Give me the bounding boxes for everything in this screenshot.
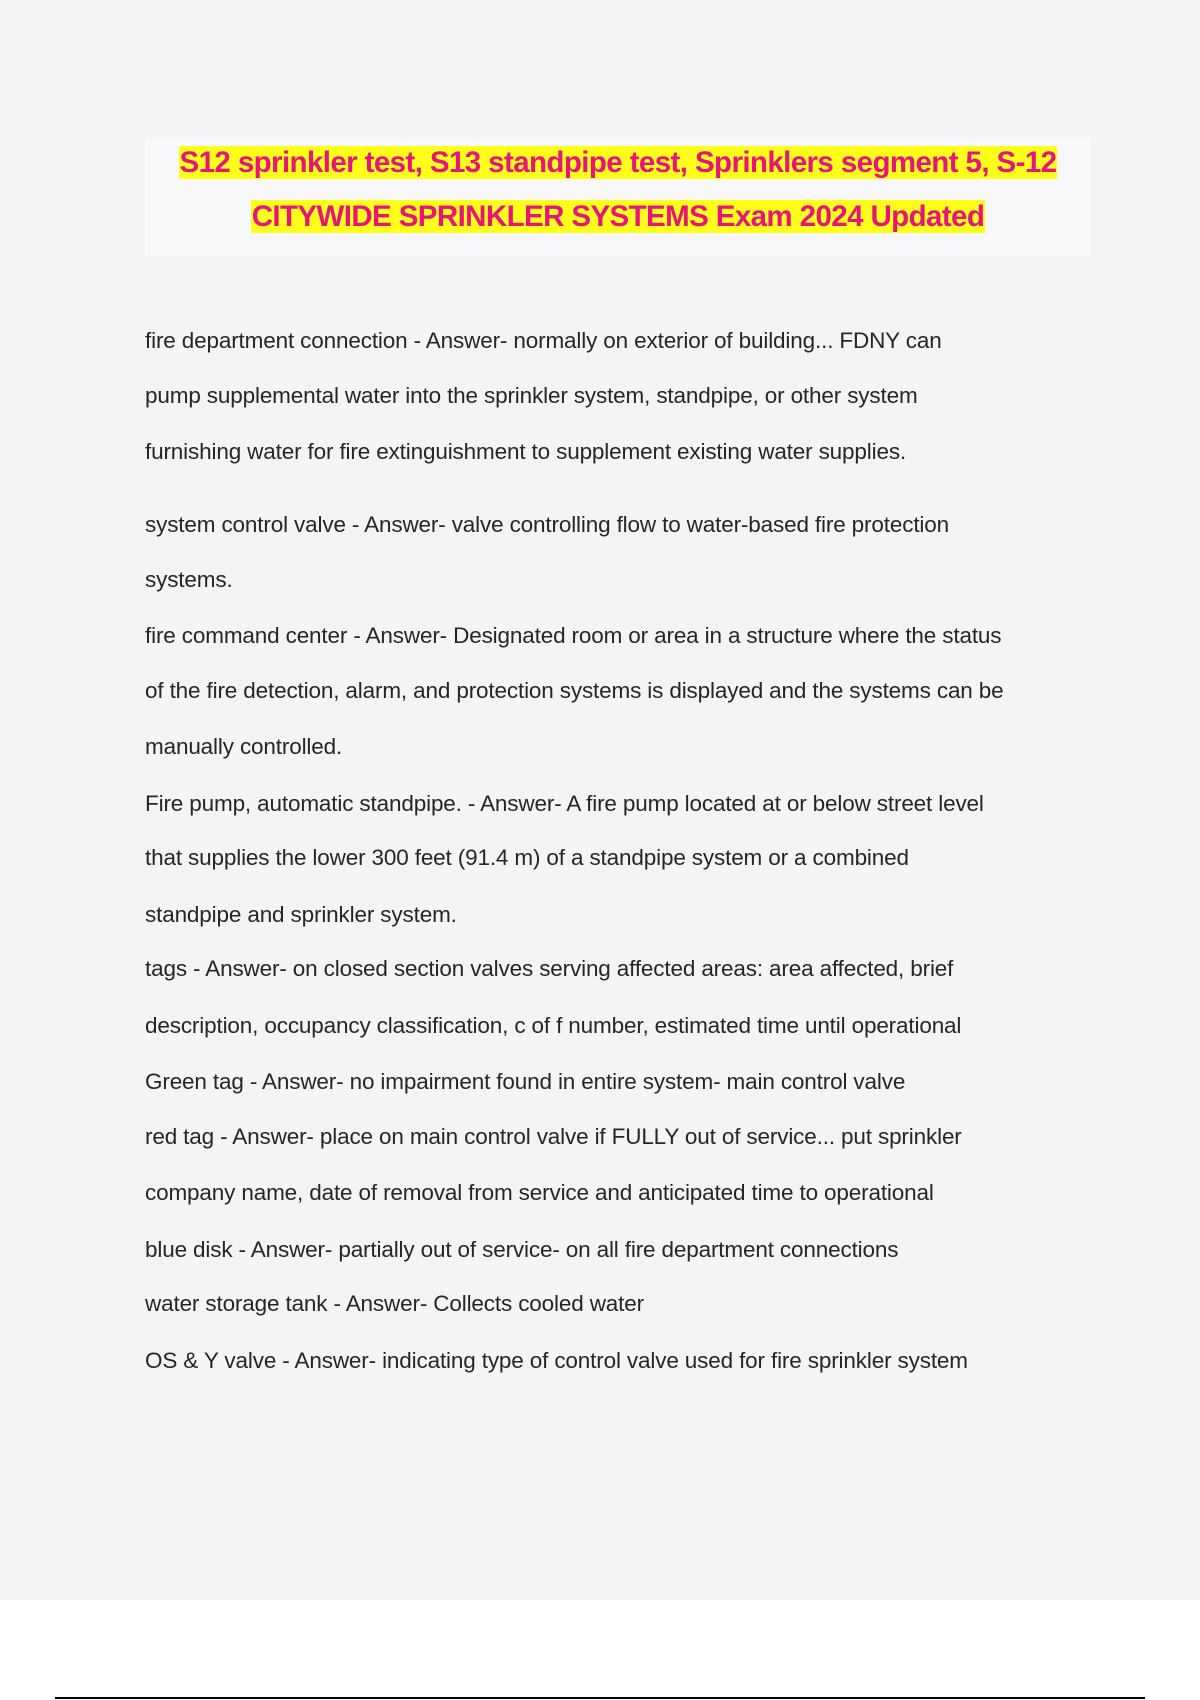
body-line-blue-disk: blue disk - Answer- partially out of service- on all fire department connections [145,1237,899,1262]
body-line-tags: tags - Answer- on closed section valves serving affected areas: area affected, brief [145,956,954,981]
body-line: pump supplemental water into the sprinkler system, standpipe, or other system [145,383,918,408]
body-line-fire-department-connection: fire department connection - Answer- normally on exterior of building... FDNY can [145,328,942,353]
body-line-os-y-valve: OS & Y valve - Answer- indicating type of control valve used for fire sprinkler system [145,1348,968,1373]
body-line-fire-command-center: fire command center - Answer- Designated room or area in a structure where the status [145,623,1002,648]
document-title [145,138,1091,256]
title-line [145,145,1091,181]
title-line-2: CITYWIDE SPRINKLER SYSTEMS Exam 2024 Updated [251,200,985,233]
body-line: standpipe and sprinkler system. [145,902,457,927]
body-line-water-storage-tank: water storage tank - Answer- Collects cooled water [145,1291,644,1316]
body-line: company name, date of removal from service and anticipated time to operational [145,1180,934,1205]
body-line: manually controlled. [145,734,343,759]
body-line-system-control-valve: system control valve - Answer- valve controlling flow to water-based fire protection [145,512,949,537]
body-line: that supplies the lower 300 feet (91.4 m) of a standpipe system or a combined [145,845,909,870]
title-line [145,199,1091,235]
body-line-red-tag: red tag - Answer- place on main control valve if FULLY out of service... put sprinkler [145,1124,962,1149]
footer-rule [55,1697,1145,1699]
body-line: of the fire detection, alarm, and protection systems is displayed and the systems can be [145,678,1004,703]
body-line: furnishing water for fire extinguishment to supplement existing water supplies. [145,439,907,464]
body-line: systems. [145,567,233,592]
body-line-fire-pump: Fire pump, automatic standpipe. - Answer- A fire pump located at or below street level [145,791,984,816]
title-line-1: S12 sprinkler test, S13 standpipe test, Sprinklers segment 5, S-12 [179,146,1057,179]
body-line-green-tag: Green tag - Answer- no impairment found in entire system- main control valve [145,1069,906,1094]
body-line: description, occupancy classification, c of f number, estimated time until operational [145,1013,962,1038]
